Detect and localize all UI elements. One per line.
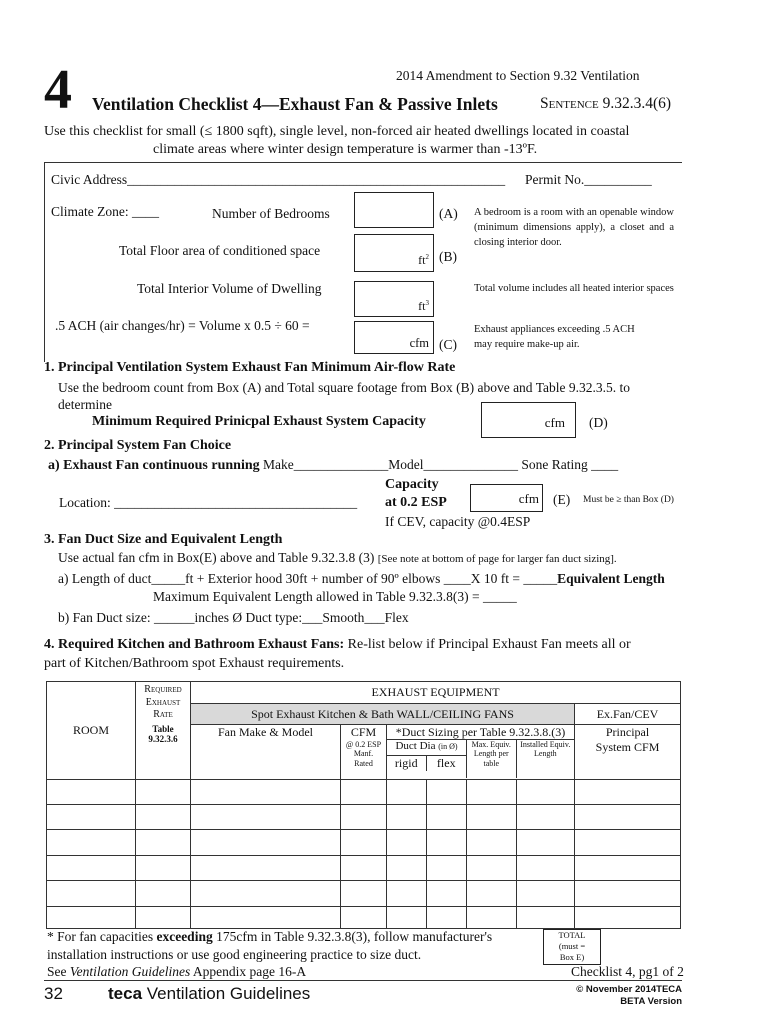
min-capacity-label: Minimum Required Prinicpal Exhaust System Capacity [92,414,426,429]
box-a-label: (A) [439,206,458,221]
fan-make-model-header: Fan Make & Model [191,724,341,779]
bedroom-note: A bedroom is a room with an openable window (minimum dimensions apply), a closet and a closing interior door. [474,207,674,249]
must-be-note: Must be ≥ than Box (D) [583,495,674,505]
page-number: 32 [44,984,63,1003]
exhaust-equipment-table [46,681,681,929]
form-frame-top [44,162,682,163]
checklist-number: 4 [44,59,72,121]
table-row[interactable] [47,804,681,829]
exhaust-note: Exhaust appliances exceeding .5 ACH may require make-up air. [474,324,635,351]
required-rate-header: Required Exhaust Rate Table 9.32.3.6 [136,682,191,780]
floor-area-box[interactable] [354,234,434,272]
rigid-header: rigid [387,756,427,771]
ach-box[interactable] [354,321,434,354]
cev-note: If CEV, capacity @0.4ESP [385,514,531,529]
sentence-label: Sentence [540,95,599,112]
table-row[interactable] [47,906,681,928]
footer-rule [44,980,682,981]
table-row[interactable] [47,855,681,880]
make-model-blanks[interactable]: Make______________Model______________ Sone Rating ____ [259,457,619,472]
spot-exhaust-header: Spot Exhaust Kitchen & Bath WALL/CEILING FANS [191,704,575,724]
floor-area-label: Total Floor area of conditioned space [119,243,321,258]
section-1-text-1: Use the bedroom count from Box (A) and Total square footage from Box (B) above and Table 9.32.3.5. to [58,380,630,395]
civic-address-blank[interactable]: ________________________________________________________ [127,172,506,187]
permit-blank[interactable]: __________ [584,172,652,187]
capacity-esp-label: Capacity at 0.2 ESP [385,477,447,511]
section-4-heading: 4. Required Kitchen and Bathroom Exhaust Fans: Re-list below if Principal Exhaust Fan meets all or [44,637,631,652]
bedrooms-box[interactable] [354,192,434,228]
flex-header: flex [436,755,456,770]
box-b-label: (B) [439,249,457,264]
ach-formula: .5 ACH (air changes/hr) = Volume x 0.5 ÷ 60 = [55,318,310,333]
total-box[interactable]: TOTAL (must = Box E) [543,929,601,965]
amendment-label: 2014 Amendment to Section 9.32 Ventilation [396,68,640,83]
permit-label: Permit No. [525,172,585,187]
checklist-page: Checklist 4, pg1 of 2 [571,964,684,979]
section-2-heading: 2. Principal System Fan Choice [44,438,232,453]
footer-brand: teca Ventilation Guidelines [108,984,311,1003]
ft3-unit: $ft^3$ [418,299,429,313]
cfm-e-unit: cfm [518,491,539,506]
box-e-label: (E) [553,492,571,507]
section-4-line-2: part of Kitchen/Bathroom spot Exhaust requirements. [44,656,345,671]
climate-zone-field[interactable]: Climate Zone: ____ [51,204,159,219]
location-field[interactable]: Location: ____________________________________ [59,495,358,510]
section-3-heading: 3. Fan Duct Size and Equivalent Length [44,532,283,547]
capacity-box-e[interactable] [470,484,543,512]
cfm-d-unit: cfm [544,415,565,430]
cfm-c-unit: cfm [409,336,429,350]
box-c-label: (C) [439,337,457,352]
bedrooms-label: Number of Bedrooms [212,206,330,221]
duct-sizing-header: *Duct Sizing per Table 9.32.3.8.(3) Duct Dia (in Ø) rigid flex Max. Equiv. Length per table Installed Equiv. Length [387,724,575,779]
guidelines-reference: See Ventilation Guidelines Appendix page 16-A [47,964,307,979]
exhaust-equipment-header: EXHAUST EQUIPMENT [191,682,681,704]
capacity-box-d[interactable] [481,402,576,438]
footnote-line-1: * For fan capacities exceeding 175cfm in Table 9.32.3.8(3), follow manufacturer's [47,929,493,944]
box-d-label: (D) [589,415,608,430]
volume-note: Total volume includes all heated interior spaces [474,283,674,294]
max-equiv-header: Max. Equiv. Length per table [467,740,517,778]
sentence-reference [540,95,671,113]
civic-address-field[interactable] [51,172,505,188]
section-1-heading: 1. Principal Ventilation System Exhaust Fan Minimum Air-flow Rate [44,360,456,375]
duct-length-line[interactable]: a) Length of duct_____ft + Exterior hood 30ft + number of 90º elbows ____X 10 ft = _____Equivalent Length [58,571,665,586]
table-row[interactable] [47,881,681,906]
intro-line-2: climate areas where winter design temperature is warmer than -13ºF. [153,142,538,157]
section-3-text: Use actual fan cfm in Box(E) above and Table 9.32.3.8 (3) [See note at bottom of page for larger fan duct sizing]. [58,550,617,565]
page-title: Ventilation Checklist 4—Exhaust Fan & Passive Inlets [92,94,498,114]
exhaust-fan-label: a) Exhaust Fan continuous running [48,458,260,473]
footer-copyright: © November 2014TECA BETA Version [576,984,682,1007]
table-row[interactable] [47,779,681,804]
footnote-line-2: installation instructions or use good engineering practice to size duct. [47,947,422,962]
intro-line-1: Use this checklist for small (≤ 1800 sqft), single level, non-forced air heated dwellings located in coastal [44,124,630,139]
installed-equiv-header: Installed Equiv. Length [520,739,571,759]
sentence-number: 9.32.3.4(6) [602,95,672,112]
cfm-header: CFM @ 0.2 ESP Manf. Rated [341,724,387,779]
table-row[interactable] [47,830,681,855]
civic-address-label: Civic Address [51,172,128,187]
form-frame-left [44,162,45,362]
volume-label: Total Interior Volume of Dwelling [137,281,322,296]
fan-choice-line[interactable] [48,457,618,474]
volume-box[interactable] [354,281,434,317]
ft2-unit: $ft^2$ [418,253,429,267]
permit-field[interactable] [525,172,652,188]
exfan-cev-header: Ex.Fan/CEV [575,704,681,724]
principal-cfm-header: Principal System CFM [575,724,681,779]
max-equiv-length-line[interactable]: Maximum Equivalent Length allowed in Table 9.32.3.8(3) = _____ [153,589,517,604]
section-1-text-2: determine [58,397,112,412]
duct-size-line[interactable]: b) Fan Duct size: ______inches Ø Duct type:___Smooth___Flex [58,610,409,625]
room-header: ROOM [47,682,136,780]
